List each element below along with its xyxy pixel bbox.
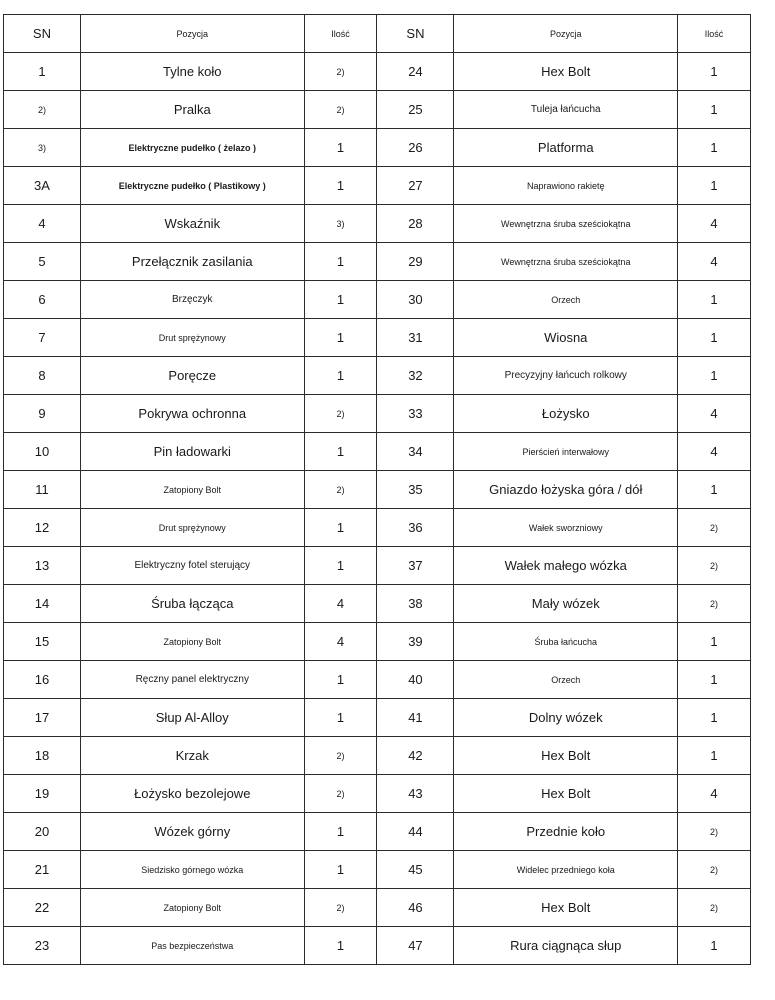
item-sn: 16	[4, 661, 81, 699]
item-sn: 40	[377, 661, 454, 699]
item-qty: 1	[304, 509, 377, 547]
item-sn: 30	[377, 281, 454, 319]
table-row	[4, 91, 751, 129]
item-name: Poręcze	[80, 357, 304, 395]
item-qty: 2)	[678, 889, 751, 927]
parts-table	[3, 14, 751, 965]
item-sn: 9	[4, 395, 81, 433]
item-name: Tuleja łańcucha	[454, 91, 678, 129]
item-sn: 31	[377, 319, 454, 357]
item-qty: 1	[678, 91, 751, 129]
item-qty: 1	[678, 281, 751, 319]
item-name: Zatopiony Bolt	[80, 889, 304, 927]
item-name: Hex Bolt	[454, 53, 678, 91]
item-sn: 18	[4, 737, 81, 775]
item-name: Elektryczne pudełko ( żelazo )	[80, 129, 304, 167]
item-sn: 28	[377, 205, 454, 243]
item-name: Pokrywa ochronna	[80, 395, 304, 433]
item-qty: 3)	[304, 205, 377, 243]
item-name: Elektryczne pudełko ( Plastikowy )	[80, 167, 304, 205]
item-sn: 24	[377, 53, 454, 91]
item-name: Wewnętrzna śruba sześciokątna	[454, 205, 678, 243]
item-qty: 1	[678, 623, 751, 661]
item-sn: 38	[377, 585, 454, 623]
item-qty: 4	[678, 395, 751, 433]
item-sn: 10	[4, 433, 81, 471]
item-qty: 1	[304, 547, 377, 585]
item-sn: 26	[377, 129, 454, 167]
item-name: Pralka	[80, 91, 304, 129]
item-name: Rura ciągnąca słup	[454, 927, 678, 965]
item-name: Łożysko	[454, 395, 678, 433]
item-name: Orzech	[454, 661, 678, 699]
item-sn: 34	[377, 433, 454, 471]
item-name: Pierścień interwałowy	[454, 433, 678, 471]
item-qty: 1	[678, 661, 751, 699]
item-sn: 13	[4, 547, 81, 585]
item-name: Słup Al-Alloy	[80, 699, 304, 737]
item-sn: 45	[377, 851, 454, 889]
item-name: Wiosna	[454, 319, 678, 357]
table-row	[4, 737, 751, 775]
item-name: Przełącznik zasilania	[80, 243, 304, 281]
item-qty: 2)	[678, 547, 751, 585]
header-name-right: Pozycja	[454, 15, 678, 53]
header-sn-left: SN	[4, 15, 81, 53]
item-qty: 2)	[678, 585, 751, 623]
item-sn: 4	[4, 205, 81, 243]
item-name: Siedzisko górnego wózka	[80, 851, 304, 889]
item-qty: 2)	[678, 509, 751, 547]
header-sn-right: SN	[377, 15, 454, 53]
item-name: Precyzyjny łańcuch rolkowy	[454, 357, 678, 395]
item-sn: 47	[377, 927, 454, 965]
item-qty: 1	[304, 357, 377, 395]
item-name: Mały wózek	[454, 585, 678, 623]
item-sn: 22	[4, 889, 81, 927]
item-name: Elektryczny fotel sterujący	[80, 547, 304, 585]
item-name: Wózek górny	[80, 813, 304, 851]
item-qty: 1	[678, 471, 751, 509]
item-qty: 2)	[304, 53, 377, 91]
item-qty: 2)	[304, 737, 377, 775]
item-name: Hex Bolt	[454, 889, 678, 927]
item-sn: 27	[377, 167, 454, 205]
item-qty: 2)	[304, 471, 377, 509]
item-sn: 11	[4, 471, 81, 509]
table-row	[4, 851, 751, 889]
item-name: Wałek sworzniowy	[454, 509, 678, 547]
item-name: Przednie koło	[454, 813, 678, 851]
table-row	[4, 167, 751, 205]
item-qty: 2)	[304, 889, 377, 927]
item-sn: 8	[4, 357, 81, 395]
table-row	[4, 547, 751, 585]
item-qty: 1	[304, 813, 377, 851]
table-row	[4, 319, 751, 357]
item-name: Wewnętrzna śruba sześciokątna	[454, 243, 678, 281]
item-sn: 6	[4, 281, 81, 319]
table-row	[4, 699, 751, 737]
item-qty: 1	[304, 661, 377, 699]
table-row	[4, 623, 751, 661]
item-sn: 35	[377, 471, 454, 509]
item-qty: 4	[678, 243, 751, 281]
item-qty: 4	[304, 623, 377, 661]
item-name: Platforma	[454, 129, 678, 167]
item-sn: 2)	[4, 91, 81, 129]
table-row	[4, 509, 751, 547]
table-row	[4, 433, 751, 471]
item-name: Pin ładowarki	[80, 433, 304, 471]
item-name: Zatopiony Bolt	[80, 471, 304, 509]
item-qty: 2)	[304, 91, 377, 129]
item-name: Widelec przedniego koła	[454, 851, 678, 889]
item-sn: 25	[377, 91, 454, 129]
item-sn: 33	[377, 395, 454, 433]
header-qty-left: Ilość	[304, 15, 377, 53]
item-qty: 2)	[678, 813, 751, 851]
item-sn: 12	[4, 509, 81, 547]
item-sn: 21	[4, 851, 81, 889]
item-name: Wskaźnik	[80, 205, 304, 243]
item-qty: 1	[678, 53, 751, 91]
item-qty: 1	[678, 737, 751, 775]
item-qty: 1	[304, 129, 377, 167]
item-sn: 42	[377, 737, 454, 775]
item-qty: 2)	[678, 851, 751, 889]
table-row	[4, 585, 751, 623]
item-qty: 1	[678, 699, 751, 737]
item-name: Pas bezpieczeństwa	[80, 927, 304, 965]
parts-table-body	[4, 53, 751, 965]
item-sn: 43	[377, 775, 454, 813]
table-row	[4, 927, 751, 965]
item-sn: 17	[4, 699, 81, 737]
item-sn: 41	[377, 699, 454, 737]
item-sn: 3A	[4, 167, 81, 205]
item-sn: 7	[4, 319, 81, 357]
table-row	[4, 205, 751, 243]
table-row	[4, 129, 751, 167]
item-qty: 1	[678, 319, 751, 357]
item-qty: 1	[678, 357, 751, 395]
item-sn: 1	[4, 53, 81, 91]
table-row	[4, 53, 751, 91]
item-name: Dolny wózek	[454, 699, 678, 737]
table-row	[4, 395, 751, 433]
item-name: Gniazdo łożyska góra / dół	[454, 471, 678, 509]
item-name: Drut sprężynowy	[80, 319, 304, 357]
item-name: Tylne koło	[80, 53, 304, 91]
item-qty: 1	[678, 129, 751, 167]
item-qty: 1	[304, 927, 377, 965]
item-qty: 4	[678, 433, 751, 471]
item-sn: 37	[377, 547, 454, 585]
item-qty: 1	[304, 167, 377, 205]
item-sn: 15	[4, 623, 81, 661]
item-qty: 4	[678, 205, 751, 243]
table-row	[4, 889, 751, 927]
item-qty: 1	[304, 281, 377, 319]
item-qty: 1	[678, 927, 751, 965]
item-qty: 2)	[304, 775, 377, 813]
item-name: Śruba łańcucha	[454, 623, 678, 661]
item-name: Krzak	[80, 737, 304, 775]
item-sn: 39	[377, 623, 454, 661]
item-name: Hex Bolt	[454, 775, 678, 813]
table-row	[4, 661, 751, 699]
item-name: Ręczny panel elektryczny	[80, 661, 304, 699]
item-sn: 5	[4, 243, 81, 281]
item-sn: 3)	[4, 129, 81, 167]
header-row	[4, 15, 751, 53]
item-name: Naprawiono rakietę	[454, 167, 678, 205]
item-sn: 36	[377, 509, 454, 547]
table-row	[4, 813, 751, 851]
item-sn: 32	[377, 357, 454, 395]
item-qty: 1	[304, 319, 377, 357]
item-sn: 29	[377, 243, 454, 281]
item-qty: 1	[304, 433, 377, 471]
item-sn: 23	[4, 927, 81, 965]
item-name: Śruba łącząca	[80, 585, 304, 623]
header-qty-right: Ilość	[678, 15, 751, 53]
item-qty: 2)	[304, 395, 377, 433]
item-qty: 1	[304, 699, 377, 737]
item-name: Brzęczyk	[80, 281, 304, 319]
table-row	[4, 357, 751, 395]
item-qty: 1	[678, 167, 751, 205]
item-name: Wałek małego wózka	[454, 547, 678, 585]
item-qty: 4	[304, 585, 377, 623]
table-row	[4, 775, 751, 813]
header-name-left: Pozycja	[80, 15, 304, 53]
item-name: Hex Bolt	[454, 737, 678, 775]
item-sn: 44	[377, 813, 454, 851]
item-name: Łożysko bezolejowe	[80, 775, 304, 813]
item-qty: 4	[678, 775, 751, 813]
table-row	[4, 243, 751, 281]
item-qty: 1	[304, 851, 377, 889]
item-sn: 46	[377, 889, 454, 927]
item-sn: 20	[4, 813, 81, 851]
item-name: Orzech	[454, 281, 678, 319]
item-sn: 14	[4, 585, 81, 623]
item-qty: 1	[304, 243, 377, 281]
item-name: Zatopiony Bolt	[80, 623, 304, 661]
item-name: Drut sprężynowy	[80, 509, 304, 547]
item-sn: 19	[4, 775, 81, 813]
table-row	[4, 281, 751, 319]
table-row	[4, 471, 751, 509]
